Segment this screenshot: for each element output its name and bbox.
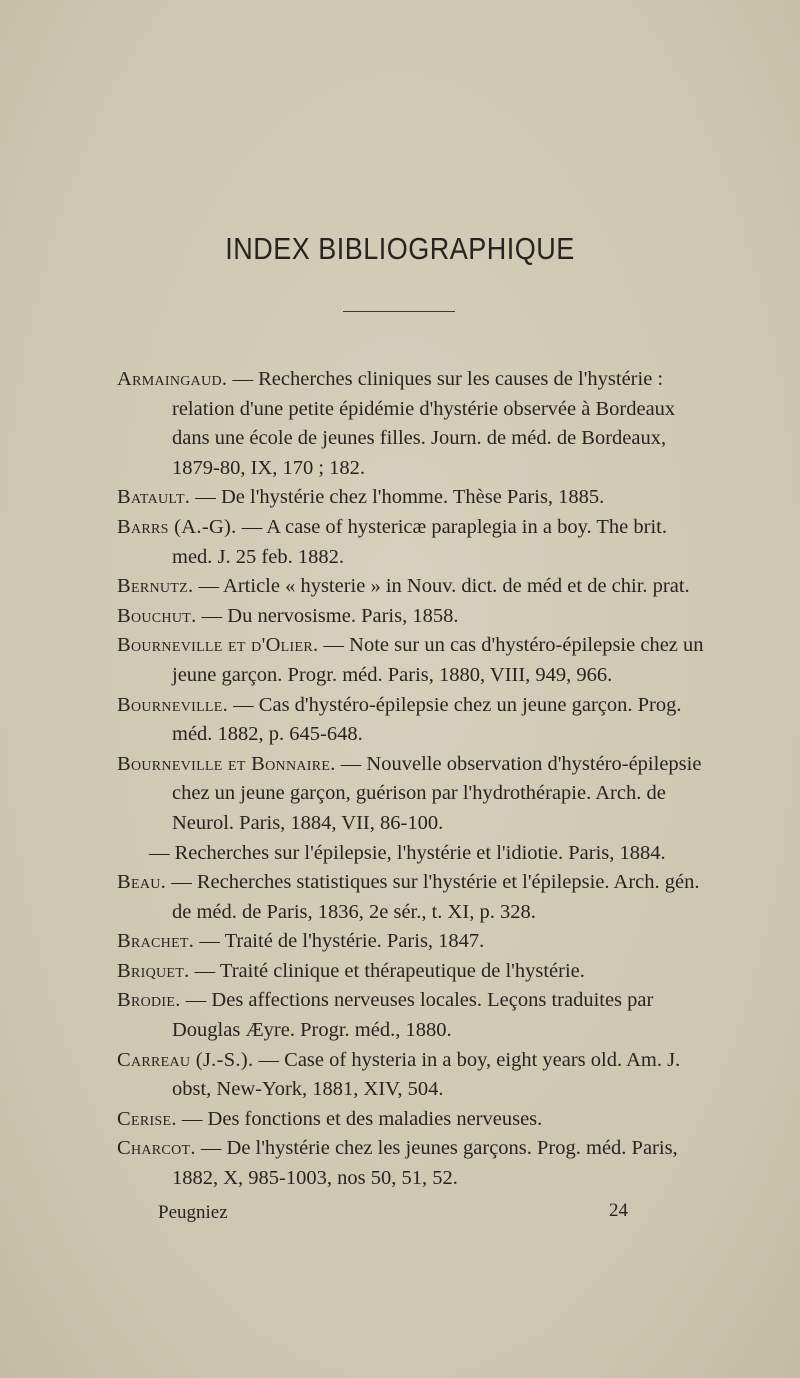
entry-author: Beau. <box>117 871 167 894</box>
title-rule <box>343 311 455 312</box>
bibliography-entry <box>149 839 705 869</box>
entry-author: Brodie. <box>117 989 181 1012</box>
entry-author: Charcot. <box>117 1137 196 1160</box>
entry-text: — Article « hysterie » in Nouv. dict. de méd et de chir. prat. <box>193 575 690 598</box>
entry-author: Bourneville. <box>117 693 229 716</box>
bibliography-entry <box>117 1134 705 1193</box>
bibliography-entry <box>117 631 705 690</box>
entry-text: — Du nervosisme. Paris, 1858. <box>196 604 459 627</box>
entry-text: — Recherches cliniques sur les causes de l'hystérie : relation d'une petite épidémie d'hystérie observée à Bordeaux dans une école de jeunes filles. Journ. de méd. de Bordeaux, 1879-80, IX, 170 ; 182. <box>172 368 676 479</box>
entry-author: Barrs (A.-G). <box>117 515 237 538</box>
page-title: INDEX BIBLIOGRAPHIQUE <box>225 232 575 266</box>
bibliography-entry <box>117 986 705 1045</box>
entry-author: Carreau (J.-S.). <box>117 1048 254 1071</box>
bibliography-entry <box>117 868 705 927</box>
entry-text: — Des fonctions et des maladies nerveuses. <box>176 1107 543 1130</box>
entry-author: Armaingaud. <box>117 368 228 390</box>
entry-author: Batault. <box>117 486 191 509</box>
entry-author: Bourneville et d'Olier. <box>117 634 319 657</box>
entry-text: — Recherches statistiques sur l'hystérie et l'épilepsie. Arch. gén. de méd. de Paris, 1836, 2e sér., t. XI, p. 328. <box>166 871 700 923</box>
bibliography-entry <box>117 750 705 839</box>
bibliography-entry <box>117 927 705 957</box>
entry-text: — Note sur un cas d'hystéro-épilepsie chez un jeune garçon. Progr. méd. Paris, 1880, VIII, 949, 966. <box>172 634 704 686</box>
entry-text: — Traité clinique et thérapeutique de l'hystérie. <box>189 959 585 982</box>
entry-text: — Des affections nerveuses locales. Leçons traduites par Douglas Æyre. Progr. méd., 1880. <box>172 989 654 1042</box>
entry-text: — Traité de l'hystérie. Paris, 1847. <box>194 930 485 953</box>
entry-text: — Nouvelle observation d'hystéro-épilepsie chez un jeune garçon, guérison par l'hydrothérapie. Arch. de Neurol. Paris, 1884, VII, 86-100. <box>172 752 702 834</box>
bibliography-list <box>117 365 705 1194</box>
bibliography-entry <box>117 365 705 483</box>
bibliography-entry <box>117 1105 705 1135</box>
entry-author: Bernutz. <box>117 575 194 598</box>
entry-text: — De l'hystérie chez l'homme. Thèse Paris, 1885. <box>190 486 605 509</box>
entry-author: Bouchut. <box>117 604 197 627</box>
signature-mark: 24 <box>609 1200 628 1221</box>
bibliography-entry <box>117 513 705 572</box>
entry-author: Brachet. <box>117 930 195 953</box>
bibliography-entry <box>117 483 705 513</box>
entry-text: — Case of hysteria in a boy, eight years old. Am. J. obst, New-York, 1881, XIV, 504. <box>172 1048 681 1101</box>
entry-text: — De l'hystérie chez les jeunes garçons. Prog. méd. Paris, 1882, X, 985-1003, nos 50, 51, 52. <box>172 1137 678 1190</box>
entry-author: Bourneville et Bonnaire. <box>117 752 336 775</box>
bibliography-entry <box>117 957 705 987</box>
bibliography-entry <box>117 572 705 602</box>
entry-author: Cerise. <box>117 1107 177 1130</box>
entry-text: — Recherches sur l'épilepsie, l'hystérie et l'idiotie. Paris, 1884. <box>149 841 666 864</box>
entry-author: Briquet. <box>117 959 190 982</box>
bibliography-entry <box>117 691 705 750</box>
bibliography-entry <box>117 602 705 632</box>
entry-text: — A case of hystericæ paraplegia in a boy. The brit. med. J. 25 feb. 1882. <box>172 515 667 568</box>
bibliography-entry <box>117 1046 705 1105</box>
entry-text: — Cas d'hystéro-épilepsie chez un jeune garçon. Prog. méd. 1882, p. 645-648. <box>172 693 682 746</box>
printer-name: Peugniez <box>158 1202 228 1223</box>
